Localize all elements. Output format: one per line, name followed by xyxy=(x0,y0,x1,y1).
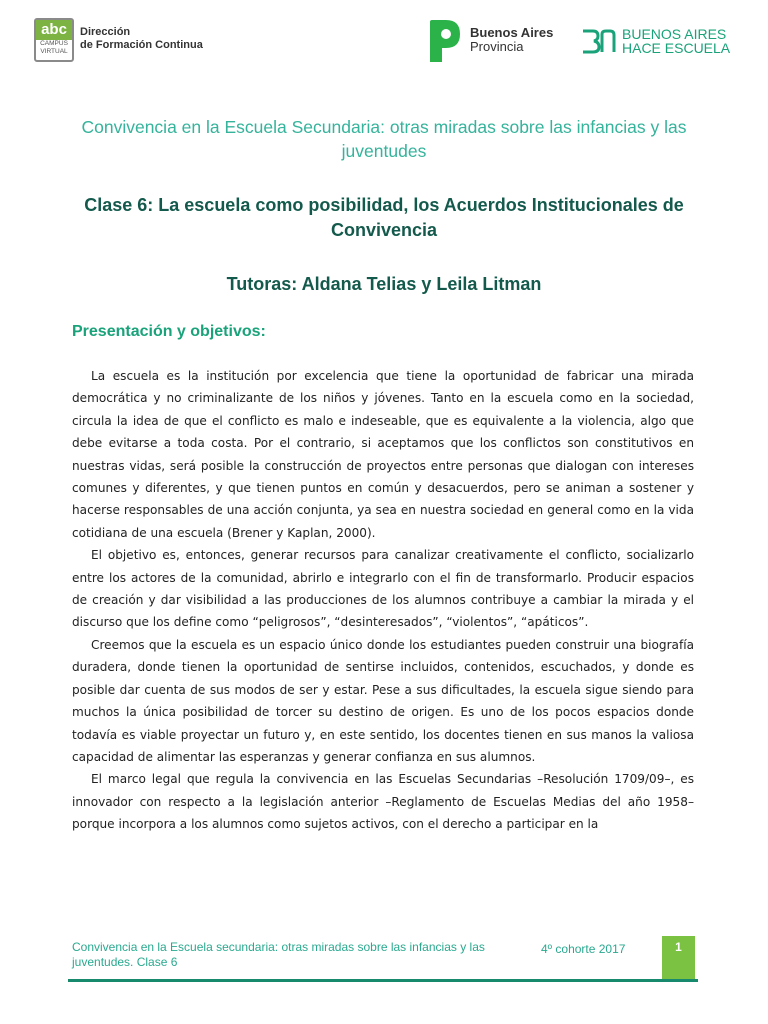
footer-course-info: Convivencia en la Escuela secundaria: otras miradas sobre las infancias y las juventudes. Clase 6 xyxy=(72,940,485,969)
abc-logo-subtitle xyxy=(36,40,72,56)
footer-cohort: 4º cohorte 2017 xyxy=(541,942,626,956)
institution-line1: Dirección xyxy=(80,26,131,38)
paragraph-3: Creemos que la escuela es un espacio único donde los estudiantes pueden construir una biografía duradera, donde tienen la oportunidad de sentirse incluidos, contenidos, escuchados, y donde es posible dar cuenta de sus modos de ser y estar. Pese a sus dificultades, la escuela sigue siendo para muchos la única posibilidad de torcer su destino de origen. Es uno de los pocos espacios donde todavía es viable proyectar un futuro y, en este sentido, los docentes tienen en sus manos la valiosa capacidad de alimentar las esperanzas y generar confianza en sus alumnos. xyxy=(72,637,694,764)
abc-logo-sub-line1: CAMPUS xyxy=(40,40,68,47)
abc-campus-virtual-logo xyxy=(34,18,74,62)
province-line2: Provincia xyxy=(470,39,524,54)
paragraph-4: El marco legal que regula la convivencia en las Escuelas Secundarias –Resolución 1709/09–, es innovador con respecto a la legislación anterior –Reglamento de Escuelas Medias del año 1958– porque incorpora a los alumnos como sujetos activos, con el derecho a participar en la xyxy=(72,772,694,832)
paragraph-1: La escuela es la institución por excelencia que tiene la oportunidad de fabricar una mirada democrática y no criminalizante de los niños y jóvenes. Tanto en la escuela como en la sociedad, circula la idea de que el conflicto es malo e indeseable, que es equivalente a la violencia, algo que debe evitarse a toda costa. Por el contrario, si aceptamos que los conflictos son constitutivos en nuestras vidas, será posible la construcción de proyectos entre personas que dialogan con intereses comunes y diferentes, y que tienen puntos en común y desacuerdos, pero se animan a sostener y hacerse responsables de una acción conjunta, ya sea en nuestra sociedad en general como en la vida cotidiana de una escuela (Brener y Kaplan, 2000). xyxy=(72,369,694,540)
section-heading: Presentación y objetivos: xyxy=(72,323,266,340)
class-title: Clase 6: La escuela como posibilidad, los Acuerdos Institucionales de Convivencia xyxy=(84,195,684,240)
tutors-line: Tutoras: Aldana Telias y Leila Litman xyxy=(226,274,542,294)
page-number: 1 xyxy=(662,936,695,979)
institution-line2: de Formación Continua xyxy=(80,39,203,51)
school-program-name xyxy=(622,27,730,55)
institution-name xyxy=(80,26,203,52)
school-line2: HACE ESCUELA xyxy=(622,40,731,56)
buenos-aires-provincia-logo-icon xyxy=(428,18,462,64)
footer-divider xyxy=(68,979,698,982)
course-title: Convivencia en la Escuela Secundaria: otras miradas sobre las infancias y las juventudes xyxy=(81,117,687,161)
abc-logo-sub-line2: VIRTUAL xyxy=(40,48,68,55)
abc-logo-word: abc xyxy=(36,20,72,40)
hace-escuela-logo-icon xyxy=(580,28,616,54)
body-text xyxy=(72,365,694,836)
school-line1: BUENOS AIRES xyxy=(622,26,727,42)
province-line1: Buenos Aires xyxy=(470,25,554,40)
page-header xyxy=(0,0,768,80)
province-name xyxy=(470,26,553,54)
paragraph-2: El objetivo es, entonces, generar recursos para canalizar creativamente el conflicto, socializarlo entre los actores de la comunidad, abrirlo e integrarlo con el fin de transformarlo. Producir espacios de creación y dar visibilidad a las producciones de los alumnos contribuye a cambiar la mirada y el discurso que los define como “peligrosos”, “desinteresados”, “violentos”, “apáticos”. xyxy=(72,548,694,630)
